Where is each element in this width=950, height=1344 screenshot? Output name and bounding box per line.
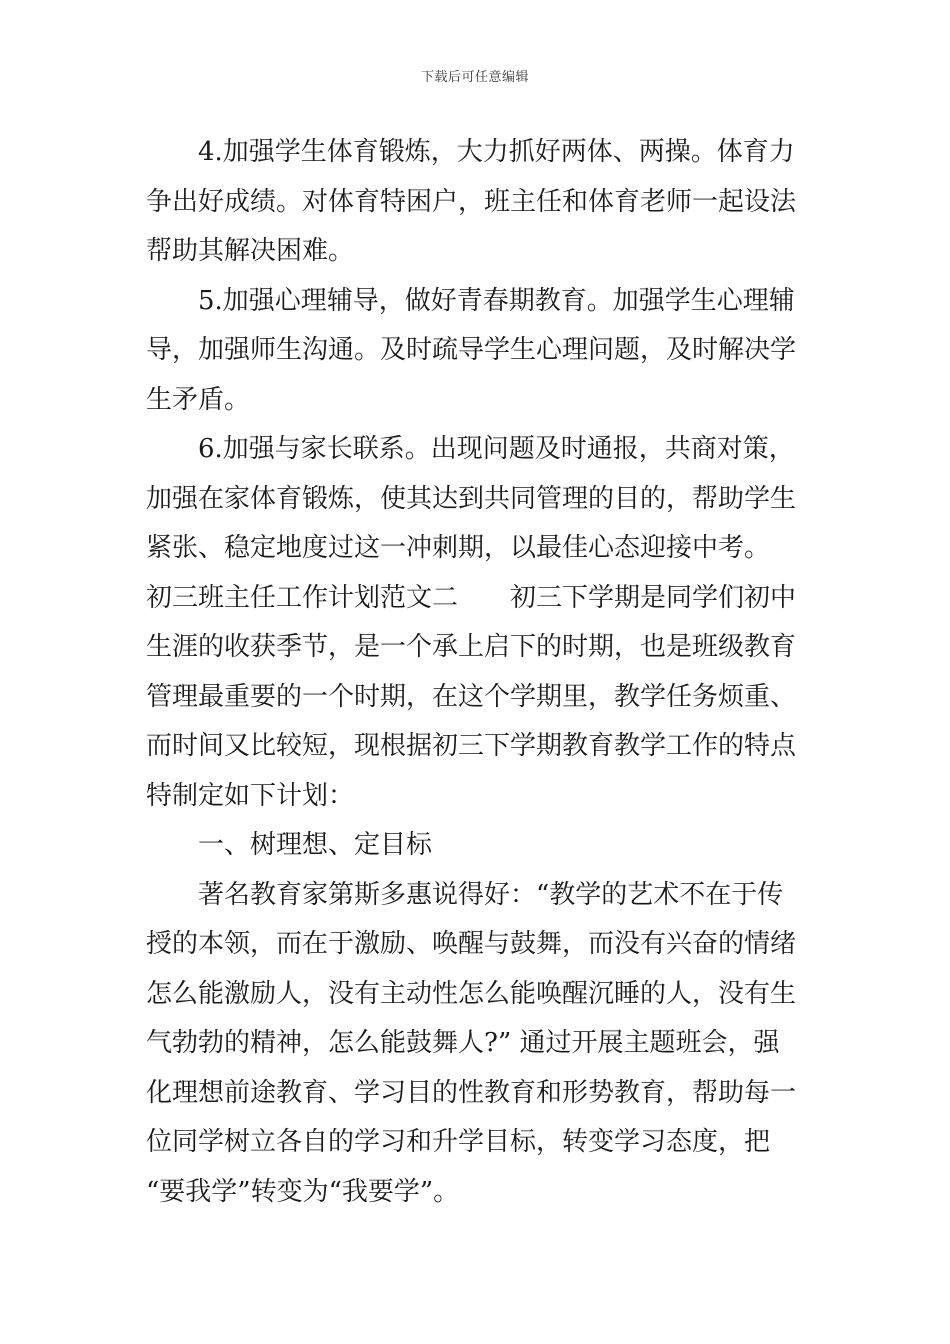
paragraph-line: 6.加强与家长联系。出现问题及时通报，共商对策， <box>198 434 795 464</box>
paragraph-line: 著名教育家第斯多惠说得好：“教学的艺术不在于传 <box>198 879 784 910</box>
paragraph-line: 生涯的收获季节，是一个承上启下的时期，也是班级教育 <box>146 632 797 662</box>
section-title-line <box>146 574 810 624</box>
paragraph-line: 位同学树立各自的学习和升学目标，转变学习态度，把 <box>146 1127 771 1157</box>
paragraph-line: 怎么能激励人，没有主动性怎么能唤醒沉睡的人，没有生 <box>146 978 797 1009</box>
page-header: 下载后可任意编辑 <box>420 70 529 85</box>
paragraph-line: 导，加强师生沟通。及时疏导学生心理问题，及时解决学 <box>146 335 797 365</box>
paragraph-line: 管理最重要的一个时期，在这个学期里，教学任务烦重、 <box>146 681 797 712</box>
paragraph-line: 气勃勃的精神，怎么能鼓舞人?” 通过开展主题班会，强 <box>146 1028 780 1058</box>
paragraph-line: 生矛盾。 <box>146 384 251 415</box>
paragraph-line: “要我学”转变为“我要学”。 <box>146 1176 460 1207</box>
section-title: 初三班主任工作计划范文二 <box>146 582 459 613</box>
section-heading: 一、树理想、定目标 <box>198 830 433 860</box>
paragraph-line: 5.加强心理辅导，做好青春期教育。加强学生心理辅 <box>198 285 795 316</box>
paragraph-line: 加强在家体育锻炼，使其达到共同管理的目的，帮助学生 <box>146 483 797 514</box>
document-body <box>146 128 810 1217</box>
paragraph-line: 授的本领，而在于激励、唤醒与鼓舞，而没有兴奋的情绪 <box>146 929 797 959</box>
paragraph-line: 4.加强学生体育锻炼，大力抓好两体、两操。体育力 <box>198 137 795 167</box>
paragraph-line: 特制定如下计划： <box>146 780 355 811</box>
paragraph-text: 初三下学期是同学们初中 <box>510 582 797 613</box>
paragraph-line: 争出好成绩。对体育特困户，班主任和体育老师一起设法 <box>146 186 797 217</box>
paragraph-line: 帮助其解决困难。 <box>146 236 355 266</box>
paragraph-line: 紧张、稳定地度过这一冲刺期，以最佳心态迎接中考。 <box>146 533 771 563</box>
paragraph-line: 化理想前途教育、学习目的性教育和形势教育，帮助每一 <box>146 1077 797 1108</box>
paragraph-line: 而时间又比较短，现根据初三下学期教育教学工作的特点 <box>146 731 797 761</box>
